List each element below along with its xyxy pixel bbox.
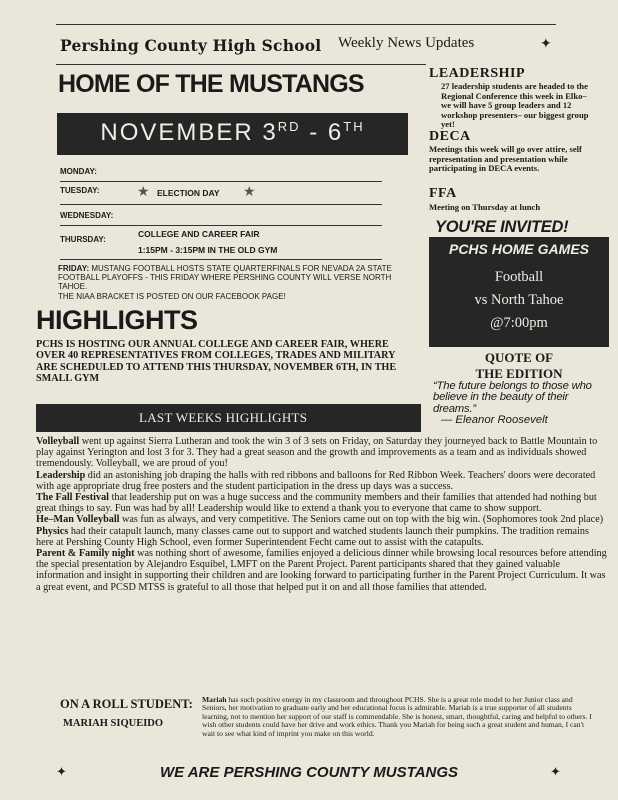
last-week-banner-text: LAST WEEKS HIGHLIGHTS xyxy=(139,410,308,425)
dates-banner xyxy=(57,113,408,155)
thursday-event-line2: 1:15PM - 3:15PM IN THE OLD GYM xyxy=(138,245,278,255)
monday-label: MONDAY: xyxy=(60,167,97,176)
list-item-text: did an astonishing job draping the halls with red ribbons and balloons for Red Ribbon Week. Teachers' doors were decorated with age appropriate drug free posters and the student participation in the dress up days was a success. xyxy=(36,469,596,492)
on-a-roll-student: MARIAH SIQUEIDO xyxy=(63,718,164,729)
friday-event-line2: THE NIAA BRACKET IS POSTED ON OUR FACEBOOK PAGE! xyxy=(58,291,286,301)
hero-title: HOME OF THE MUSTANGS xyxy=(58,70,364,98)
friday-block xyxy=(58,264,403,301)
list-item-lead: Volleyball xyxy=(36,436,80,447)
dates-start: NOVEMBER 3 xyxy=(100,119,278,146)
quote-title-line2: THE EDITION xyxy=(475,366,563,381)
dates-start-suffix: RD xyxy=(277,119,301,134)
list-item-text: was fun as always, and very competitive. The Seniors came out on top with the big win. (Sophomores took 2nd place) xyxy=(119,514,604,526)
leadership-body: 27 leadership students are headed to the Regional Conference this week in Elko– we will have 5 group leaders and 12 workshop presenters– our biggest group yet! xyxy=(441,81,589,130)
list-item xyxy=(36,526,608,548)
list-item xyxy=(36,548,608,593)
quote-text: “The future belongs to those who believe in the beauty of their dreams.” xyxy=(433,380,592,415)
list-item xyxy=(36,436,608,470)
last-week-banner xyxy=(36,404,421,432)
list-item-lead: The Fall Festival xyxy=(36,492,110,504)
dates-sep: - 6 xyxy=(300,119,344,146)
ffa-body: Meeting on Thursday at lunch xyxy=(429,202,541,212)
game-line3: @7:00pm xyxy=(490,315,548,331)
dates-end-suffix: TH xyxy=(343,119,365,134)
list-item xyxy=(36,514,608,525)
list-item-text: that leadership put on was a huge success and the community members and their families that attended had nothing but great things to say. Fun was had by all! Leadership would like to extend a thank you to everyone that came to show support. xyxy=(36,492,597,515)
tuesday-label: TUESDAY: xyxy=(60,186,100,195)
tuesday-event: ELECTION DAY xyxy=(157,188,220,198)
thursday-event-line1: COLLEGE AND CAREER FAIR xyxy=(138,229,260,239)
highlights-body: PCHS IS HOSTING OUR ANNUAL COLLEGE AND CAREER FAIR, WHERE OVER 40 REPRESENTATIVES FROM COLLEGES, TRADES AND MILITARY ARE SCHEDULED TO ATTEND THIS THURSDAY, NOVEMBER 6TH, IN THE SMALL GYM xyxy=(36,339,397,385)
quote-author: — Eleanor Roosevelt xyxy=(441,414,548,426)
on-a-roll-title: ON A ROLL STUDENT: xyxy=(60,697,193,711)
list-item xyxy=(36,470,608,492)
sparkle-icon: ✦ xyxy=(56,765,67,780)
friday-label: FRIDAY: xyxy=(58,264,90,273)
list-item-lead: Leadership xyxy=(36,469,86,481)
game-line2: vs North Tahoe xyxy=(474,292,564,308)
on-a-roll-body: has such positive energy in my classroom and throughout PCHS. She is a great role model to her Junior class and Seniors, her motivation to graduate early and her educational focus is admirable. Mariah is a true supporter of all students learning, not to mention her support of our staff is commendable. She is honest, smart, thoughtful, caring and helpful to others. I wish other students could have her drive and work ethics. Thank you Mariah for being such a great student and human, I can't wait to see what kind of imprint you make on this world. xyxy=(202,695,592,738)
sparkle-icon: ✦ xyxy=(550,765,561,780)
list-item-text: had their catapult launch, many classes came out to support and watched students launch their pumpkins. The tradition remains here at Pershing County High School, even former Superintendent Fecht came out to assist with the catapults. xyxy=(36,525,589,548)
ffa-title: FFA xyxy=(429,186,457,201)
star-icon: ★ xyxy=(137,184,150,200)
footer-text: WE ARE PERSHING COUNTY MUSTANGS xyxy=(159,764,459,781)
home-games-panel xyxy=(429,237,609,347)
leadership-title: LEADERSHIP xyxy=(429,66,526,81)
highlights-title: HIGHLIGHTS xyxy=(36,305,198,335)
star-icon: ★ xyxy=(243,184,256,200)
last-week-list xyxy=(36,436,608,593)
list-item-lead: Physics xyxy=(36,525,69,537)
games-title: PCHS HOME GAMES xyxy=(448,241,589,257)
school-name: Pershing County High School xyxy=(60,36,322,55)
newsletter-subtitle: Weekly News Updates xyxy=(338,35,475,51)
game-line1: Football xyxy=(494,269,544,285)
friday-event: MUSTANG FOOTBALL HOSTS STATE QUARTERFINALS FOR NEVADA 2A STATE FOOTBALL PLAYOFFS - THIS FRIDAY WHERE PERSHING COUNTY WILL VERSE NORTH TAHOE. xyxy=(58,264,392,292)
list-item-lead: Parent & Family night xyxy=(36,548,135,560)
invite-title: YOU'RE INVITED! xyxy=(435,218,569,236)
on-a-roll-text xyxy=(202,696,598,738)
list-item-lead: He–Man Volleyball xyxy=(36,514,120,526)
wednesday-label: WEDNESDAY: xyxy=(60,211,114,220)
thursday-label: THURSDAY: xyxy=(60,235,106,244)
list-item xyxy=(36,492,608,514)
sparkle-icon: ✦ xyxy=(540,36,552,52)
deca-body: Meetings this week will go over attire, self representation and presentation while participating in DECA events. xyxy=(429,144,582,174)
list-item-text: was nothing short of awesome, families enjoyed a delicious dinner while browsing local resources before attending the special presentation by Alejandro Esquibel, LMFT on the Parent Project. Parent participants shared that they gained valuable information and insight in supporting their children and are looking forward to participating further in the Parent Project Curriculum. It was a great event, and PCSD MTSS is grateful to all those that helped put it on and all those families that attended. xyxy=(36,548,607,593)
on-a-roll-name: Mariah xyxy=(202,695,227,704)
deca-title: DECA xyxy=(429,129,471,144)
quote-title-line1: QUOTE OF xyxy=(484,350,554,365)
list-item-text: went up against Sierra Lutheran and took the win 3 of 3 sets on Friday, on Saturday they journeyed back to Battle Mountain to play against Yerington and lost 3 for 3. They had a great season and the growth and improvements as a team and as individuals showed tremendously. Volleyball, we are proud of you! xyxy=(36,436,598,470)
